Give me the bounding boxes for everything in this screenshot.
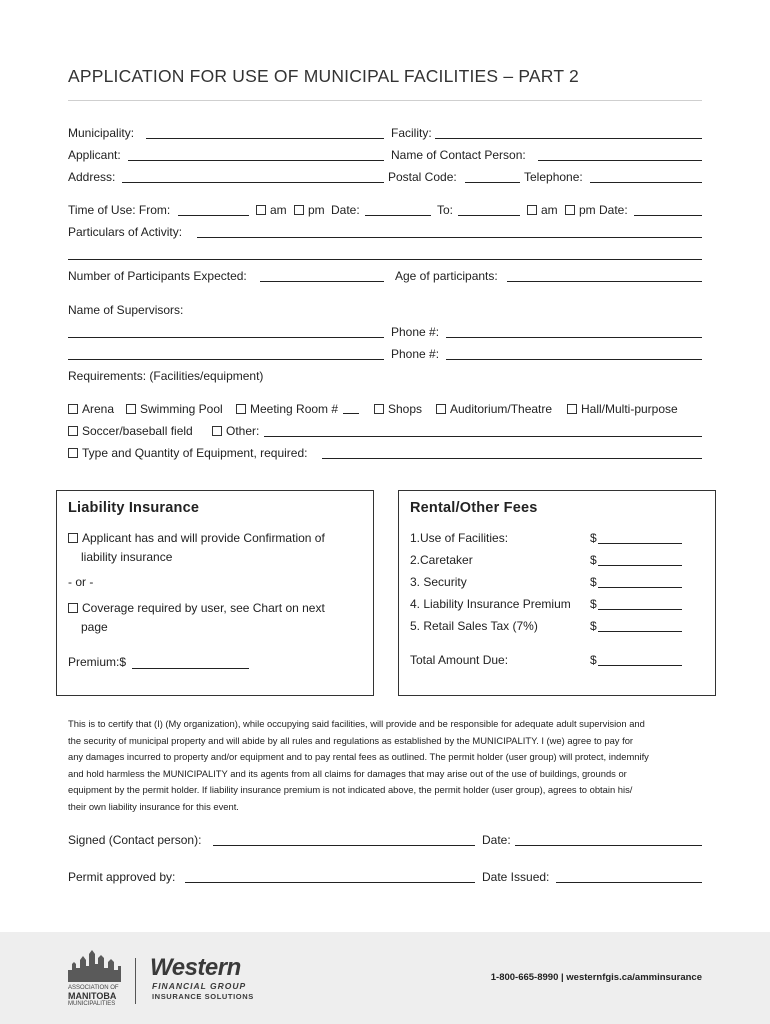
address-label: Address: [68,170,116,184]
soccer-option[interactable] [68,424,193,438]
pm-label: pm [308,203,325,217]
amm-line-2: MANITOBA [68,991,117,1001]
age-field[interactable] [507,281,702,282]
equipment-option[interactable] [68,446,307,460]
other-option[interactable] [212,424,259,438]
municipality-field[interactable] [146,138,384,139]
pool-label: Swimming Pool [140,402,223,416]
amm-skyline-icon [66,948,124,982]
phone-field-2[interactable] [446,359,702,360]
arena-option[interactable] [68,402,114,416]
checkbox-icon [68,533,78,543]
time-from-label: Time of Use: From: [68,203,171,217]
approved-field[interactable] [185,882,475,883]
date-from-field[interactable] [365,215,431,216]
am-label: am [270,203,287,217]
insurance-solutions-text: INSURANCE SOLUTIONS [152,992,254,1001]
participants-field[interactable] [260,281,384,282]
pm-date-label: pm Date: [579,203,628,217]
telephone-field[interactable] [590,182,702,183]
footer [0,932,770,1024]
postal-code-field[interactable] [465,182,520,183]
time-to-field[interactable] [458,215,520,216]
supervisor-name-field-2[interactable] [68,359,384,360]
am-option-2[interactable] [527,203,558,217]
fees-title: Rental/Other Fees [410,500,538,516]
page-title: APPLICATION FOR USE OF MUNICIPAL FACILITIES – PART 2 [68,66,579,86]
checkbox-icon [436,404,446,414]
currency-symbol: $ [590,653,597,667]
total-label: Total Amount Due: [410,653,509,667]
hall-label: Hall/Multi-purpose [581,402,678,416]
phone-label-1: Phone #: [391,325,440,339]
checkbox-icon [374,404,384,414]
certification-line: and hold harmless the MUNICIPALITY and its agents from all claims for damages that may arise out of the use of buildings, grounds or [68,767,627,779]
phone-field-1[interactable] [446,337,702,338]
footer-contact[interactable]: 1-800-665-8990 | westernfgis.ca/amminsurance [490,972,702,983]
address-field[interactable] [122,182,384,183]
other-field[interactable] [264,436,702,437]
currency-symbol: $ [590,619,597,633]
participants-label: Number of Participants Expected: [68,269,247,283]
am-label: am [541,203,558,217]
amm-line-1: ASSOCIATION OF [68,985,119,991]
checkbox-icon [294,205,304,215]
telephone-label: Telephone: [524,170,583,184]
date-issued-label: Date Issued: [482,870,550,884]
checkbox-icon [68,603,78,613]
liability-option-confirmation[interactable] [68,531,325,545]
checkbox-icon [68,404,78,414]
particulars-field-2[interactable] [68,259,702,260]
currency-symbol: $ [590,575,597,589]
currency-symbol: $ [590,597,597,611]
checkbox-icon [256,205,266,215]
auditorium-label: Auditorium/Theatre [450,402,553,416]
checkbox-icon [212,426,222,436]
liability-option-coverage[interactable] [68,601,325,615]
certification-line: the security of municipal property and will abide by all rules and regulations as established by the MUNICIPALITY. I (we) agree to pay for [68,734,634,746]
hall-option[interactable] [567,402,678,416]
fee-item-label: 1.Use of Facilities: [410,531,509,545]
checkbox-icon [567,404,577,414]
liability-title: Liability Insurance [68,500,200,516]
amm-line-3: MUNICIPALITIES [68,1001,116,1007]
time-from-field[interactable] [178,215,249,216]
premium-label: Premium:$ [68,655,127,669]
fee-liability-premium-field[interactable] [598,609,682,610]
postal-code-label: Postal Code: [388,170,457,184]
or-separator: - or - [68,575,94,589]
financial-group-text: FINANCIAL GROUP [152,981,247,991]
meeting-room-option[interactable] [236,402,338,416]
date-to-field[interactable] [634,215,702,216]
title-divider [68,100,702,101]
fee-item-label: 3. Security [410,575,467,589]
signed-field[interactable] [213,845,475,846]
am-option-1[interactable] [256,203,287,217]
equipment-field[interactable] [322,458,702,459]
date-issued-field[interactable] [556,882,702,883]
date-from-label: Date: [331,203,360,217]
fee-caretaker-field[interactable] [598,565,682,566]
checkbox-icon [236,404,246,414]
coverage-label: Coverage required by user, see Chart on next [82,601,325,615]
fee-item-label: 4. Liability Insurance Premium [410,597,571,611]
checkbox-icon [527,205,537,215]
currency-symbol: $ [590,531,597,545]
signed-label: Signed (Contact person): [68,833,202,847]
particulars-field[interactable] [197,237,702,238]
age-label: Age of participants: [395,269,498,283]
pool-option[interactable] [126,402,223,416]
coverage-label-2: page [81,620,108,634]
currency-symbol: $ [590,553,597,567]
fee-use-of-facilities-field[interactable] [598,543,682,544]
meeting-room-field[interactable] [343,413,359,414]
phone-label-2: Phone #: [391,347,440,361]
certification-line: equipment by the permit holder. If liability insurance premium is not indicated above, the permit holder (user group), agrees to obtain his/ [68,784,633,796]
approved-label: Permit approved by: [68,870,176,884]
checkbox-icon [68,426,78,436]
certification-line: any damages incurred to property and/or equipment and to pay rental fees as outlined. The permit holder (user group) will protect, indemnify [68,751,649,763]
particulars-label: Particulars of Activity: [68,225,183,239]
western-logo-text: Western [150,954,241,981]
supervisors-label: Name of Supervisors: [68,303,184,317]
facility-field[interactable] [435,138,702,139]
certification-line: their own liability insurance for this event. [68,800,239,812]
sign-date-field[interactable] [515,845,702,846]
supervisor-name-field-1[interactable] [68,337,384,338]
contact-person-field[interactable] [538,160,702,161]
arena-label: Arena [82,402,115,416]
fee-sales-tax-field[interactable] [598,631,682,632]
auditorium-option[interactable] [436,402,552,416]
confirmation-label-2: liability insurance [81,550,173,564]
other-label: Other: [226,424,260,438]
applicant-label: Applicant: [68,148,121,162]
shops-option[interactable] [374,402,422,416]
premium-field[interactable] [132,668,249,669]
contact-person-label: Name of Contact Person: [391,148,526,162]
sign-date-label: Date: [482,833,511,847]
fee-security-field[interactable] [598,587,682,588]
pm-option-1[interactable] [294,203,325,217]
total-field[interactable] [598,665,682,666]
time-to-label: To: [437,203,454,217]
checkbox-icon [126,404,136,414]
checkbox-icon [565,205,575,215]
certification-line: This is to certify that (I) (My organization), while occupying said facilities, will provide and be responsible for adequate adult supervision and [68,718,645,729]
logo-divider [135,958,136,1004]
shops-label: Shops [388,402,423,416]
pm-option-2[interactable] [565,203,628,217]
facility-label: Facility: [391,126,432,140]
applicant-field[interactable] [128,160,384,161]
requirements-label: Requirements: (Facilities/equipment) [68,369,264,383]
certification-paragraph [68,716,708,816]
confirmation-label: Applicant has and will provide Confirmation of [82,531,325,545]
equipment-label: Type and Quantity of Equipment, required: [82,446,308,460]
fee-item-label: 5. Retail Sales Tax (7%) [410,619,538,633]
checkbox-icon [68,448,78,458]
soccer-label: Soccer/baseball field [82,424,193,438]
fee-item-label: 2.Caretaker [410,553,473,567]
meeting-room-label: Meeting Room # [250,402,339,416]
municipality-label: Municipality: [68,126,135,140]
